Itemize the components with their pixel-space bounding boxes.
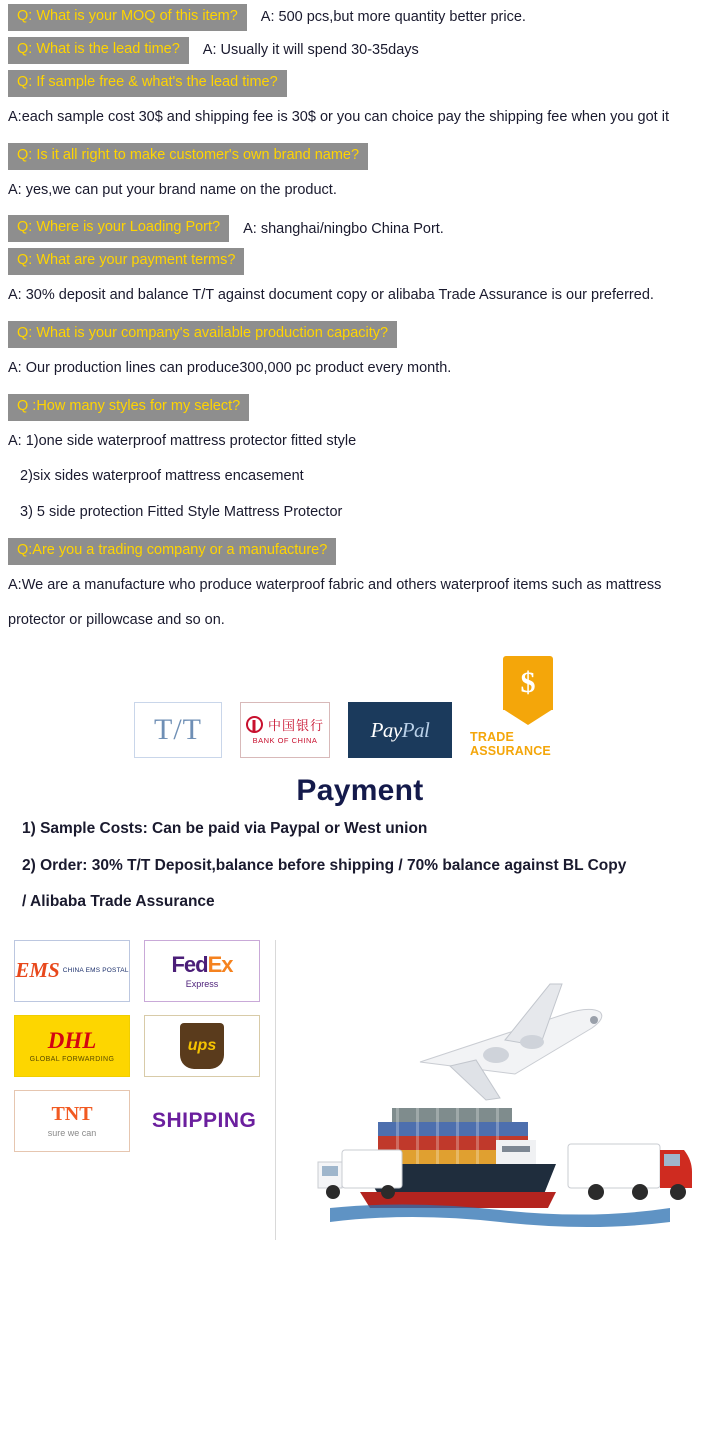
shipping-label: SHIPPING	[152, 1108, 257, 1132]
faq-question: Q: What is the lead time?	[8, 37, 189, 64]
tt-logo	[134, 702, 222, 758]
faq-question: Q: What is your MOQ of this item?	[8, 4, 247, 31]
faq-question: Q: What are your payment terms?	[8, 248, 244, 275]
logistics-artwork-icon	[300, 954, 700, 1254]
footer-spacer	[0, 1270, 720, 1390]
fedex-logo	[144, 940, 260, 1002]
faq-question: Q: Is it all right to make customer's own brand name?	[8, 143, 368, 170]
tnt-label: TNT	[51, 1103, 93, 1126]
faq-question: Q :How many styles for my select?	[8, 394, 249, 421]
faq-answer: A:each sample cost 30$ and shipping fee is 30$ or you can choice pay the shipping fee when you got it	[8, 108, 669, 125]
carrier-row	[14, 1015, 263, 1077]
ems-logo	[14, 940, 130, 1002]
paypal-pal-label: Pal	[401, 717, 430, 742]
faq-row	[8, 37, 712, 64]
faq-section	[0, 0, 720, 632]
trade-assurance-shield-icon	[503, 656, 553, 710]
carrier-row	[14, 1090, 263, 1152]
payment-section	[0, 656, 720, 913]
semi-truck-icon	[568, 1144, 692, 1200]
ems-logo-row	[15, 958, 128, 983]
fedex-fed-label: Fed	[171, 952, 208, 978]
faq-row	[8, 215, 712, 242]
faq-row	[8, 248, 712, 275]
faq-answer: A: 500 pcs,but more quantity better price.	[260, 9, 526, 26]
shipping-illustration	[300, 954, 700, 1254]
faq-answer: A: Our production lines can produce300,000 pc product every month.	[8, 359, 452, 376]
ups-shield-icon	[180, 1023, 224, 1069]
faq-answer: A: Usually it will spend 30-35days	[202, 42, 419, 59]
faq-row	[8, 70, 712, 97]
ups-label: ups	[187, 1036, 217, 1054]
faq-answer-extra: 3) 5 side protection Fitted Style Mattress Protector	[20, 504, 343, 520]
dhl-sub-label: GLOBAL FORWARDING	[29, 1056, 115, 1064]
fedex-ex-label: Ex	[207, 952, 233, 978]
boc-chinese-label: 中国银行	[267, 719, 324, 735]
tt-logo-label: T/T	[154, 713, 202, 747]
faq-answer: A: 1)one side waterproof mattress protector fitted style	[8, 432, 357, 449]
delivery-van-icon	[318, 1150, 402, 1199]
tnt-sub-label: sure we can	[47, 1128, 97, 1139]
payment-logos	[0, 656, 720, 758]
boc-english-label: BANK OF CHINA	[252, 736, 318, 746]
carrier-row	[14, 940, 263, 1002]
faq-row	[8, 394, 712, 421]
trade-assurance-logo	[470, 656, 586, 758]
ems-label: EMS	[15, 958, 60, 983]
faq-row	[8, 321, 712, 348]
fedex-logo-row	[171, 952, 232, 978]
bank-of-china-icon	[246, 716, 263, 733]
payment-line: / Alibaba Trade Assurance	[22, 893, 215, 911]
faq-question: Q:Are you a trading company or a manufacture?	[8, 538, 336, 565]
paypal-logo	[348, 702, 452, 758]
shipping-carriers	[14, 940, 276, 1240]
dhl-label: DHL	[47, 1028, 97, 1054]
faq-answer: A: 30% deposit and balance T/T against document copy or alibaba Trade Assurance is our preferred.	[8, 287, 654, 304]
faq-answer: A:We are a manufacture who produce waterproof fabric and others waterproof items such as mattress	[8, 576, 662, 593]
shipping-section	[0, 940, 720, 1270]
ems-sub-label: CHINA EMS POSTAL	[62, 967, 129, 975]
faq-answer-extra: 2)six sides waterproof mattress encasement	[20, 468, 304, 485]
faq-question: Q: What is your company's available production capacity?	[8, 321, 397, 348]
faq-answer-extra: protector or pillowcase and so on.	[8, 612, 225, 629]
faq-row	[8, 538, 712, 565]
faq-answer: A: yes,we can put your brand name on the product.	[8, 181, 337, 198]
bank-of-china-logo	[240, 702, 330, 758]
fedex-sub-label: Express	[185, 979, 219, 990]
faq-answer: A: shanghai/ningbo China Port.	[243, 220, 444, 237]
faq-question: Q: Where is your Loading Port?	[8, 215, 229, 242]
dollar-icon: $	[520, 666, 536, 700]
airplane-icon	[420, 984, 602, 1100]
payment-line: 2) Order: 30% T/T Deposit,balance before shipping / 70% balance against BL Copy	[22, 856, 627, 874]
paypal-pay-label: Pay	[370, 717, 402, 742]
tnt-logo	[14, 1090, 130, 1152]
ups-logo	[144, 1015, 260, 1077]
faq-question: Q: If sample free & what's the lead time?	[8, 70, 287, 97]
faq-row	[8, 143, 712, 170]
faq-row	[8, 4, 712, 31]
payment-line: 1) Sample Costs: Can be paid via Paypal or West union	[22, 820, 428, 838]
payment-title: Payment	[296, 774, 424, 808]
boc-mark-row	[246, 715, 324, 734]
dhl-logo	[14, 1015, 130, 1077]
trade-assurance-label: TRADE ASSURANCE	[470, 730, 551, 759]
